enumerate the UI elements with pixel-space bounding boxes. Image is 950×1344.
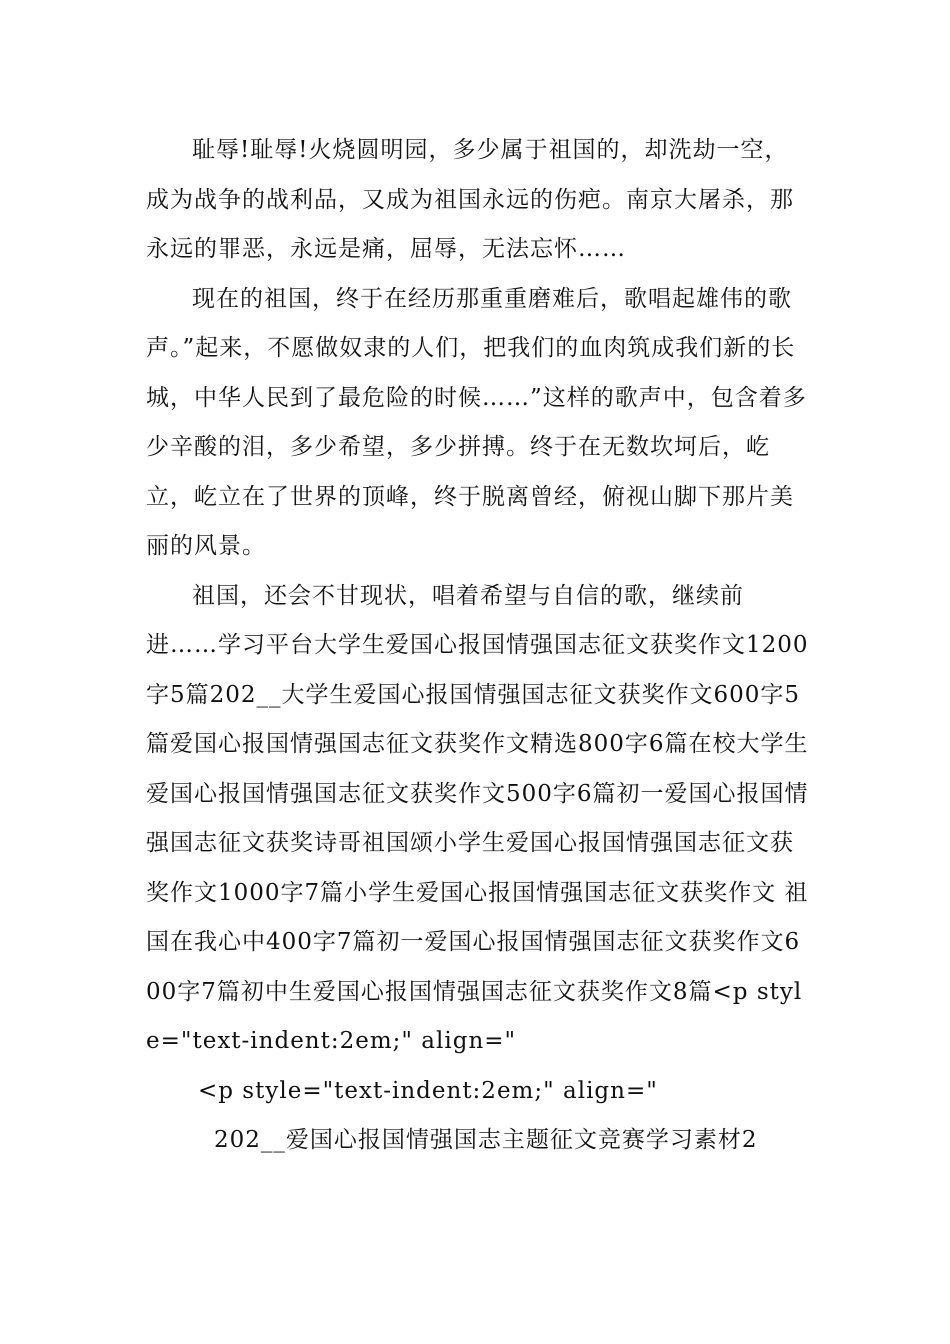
document-body [146,126,810,1166]
paragraph-2: 现在的祖国，终于在经历那重重磨难后，歌唱起雄伟的歌声。”起来，不愿做奴隶的人们，把我们的血肉筑成我们新的长城，中华人民到了最危险的时候……”这样的歌声中，包含着多少辛酸的泪，多少希望，多少拼搏。终于在无数坎坷后，屹立，屹立在了世界的顶峰，终于脱离曾经，俯视山脚下那片美丽的风景。 [146,285,807,559]
final-title-line: 202__爱国心报国情强国志主题征文竞赛学习素材2 [214,1127,758,1153]
paragraph-3: 祖国，还会不甘现状，唱着希望与自信的歌，继续前进……学习平台大学生爱国心报国情强国志征文获奖作文1200字5篇202__大学生爱国心报国情强国志征文获奖作文600字5篇爱国心报国情强国志征文获奖作文精选800字6篇在校大学生爱国心报国情强国志征文获奖作文500字6篇初一爱国心报国情强国志征文获奖诗哥祖国颂小学生爱国心报国情强国志征文获奖作文1000字7篇小学生爱国心报国情强国志征文获奖作文 祖国在我心中400字7篇初一爱国心报国情强国志征文获奖作文600字7篇初中生爱国心报国情强国志征文获奖作文8篇<p style="text-indent:2em;" align=" [146,582,809,1054]
code-fragment-line: <p style="text-indent:2em;" align=" [198,1077,658,1104]
paragraph-1: 耻辱!耻辱!火烧圆明园，多少属于祖国的，却洗劫一空，成为战争的战利品，又成为祖国永远的伤疤。南京大屠杀，那永远的罪恶，永远是痛，屈辱，无法忘怀…… [146,137,794,262]
